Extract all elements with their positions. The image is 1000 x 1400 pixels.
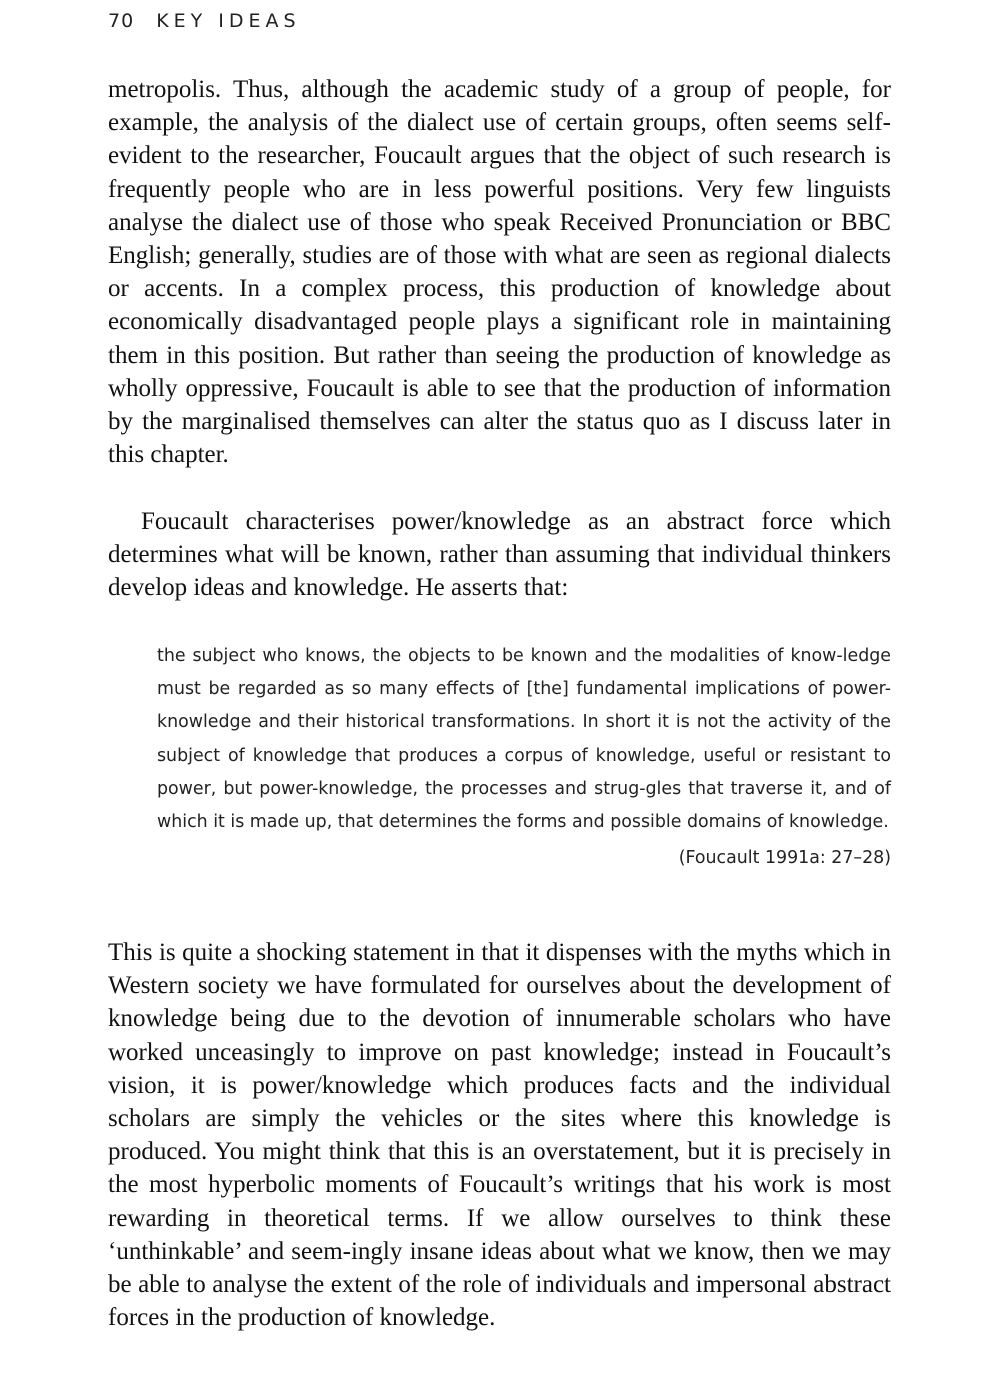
block-quote — [157, 640, 891, 873]
body-paragraph-3: This is quite a shocking statement in that it dispenses with the myths which in Western society we have formulated for ourselves about the development of knowledge being due to the devotion of innumerable scholars who have worked unceasingly to improve on past knowledge; instead in Foucault’s vision, it is power/knowledge which produces facts and the individual scholars are simply the vehicles or the sites where this knowledge is produced. You might think that this is an overstatement, but it is precisely in the most hyperbolic moments of Foucault’s writings that his work is most rewarding in theoretical terms. If we allow ourselves to think these ‘unthinkable’ and seem-ingly insane ideas about what we know, then we may be able to analyse the extent of the role of individuals and impersonal abstract forces in the production of knowledge. — [108, 939, 891, 1332]
body-paragraph-1: metropolis. Thus, although the academic study of a group of people, for example, the analysis of the dialect use of certain groups, often seems self-evident to the researcher, Foucault argues that the object of such research is frequently people who are in less powerful positions. Very few linguists analyse the dialect use of those who speak Received Pronunciation or BBC English; generally, studies are of those with what are seen as regional dialects or accents. In a complex process, this production of knowledge about economically disadvantaged people plays a significant role in maintaining them in this position. But rather than seeing the production of knowledge as wholly oppressive, Foucault is able to see that the production of information by the marginalised themselves can alter the status quo as I discuss later in this chapter. — [108, 76, 891, 469]
quote-citation: (Foucault 1991a: 27–28) — [678, 848, 891, 869]
body-paragraph-2: Foucault characterises power/knowledge as an abstract force which determines what will be known, rather than assuming that individual thinkers develop ideas and knowledge. He asserts that: — [108, 508, 891, 602]
page-number: 70 — [108, 10, 135, 32]
running-head — [108, 10, 301, 32]
section-title: KEY IDEAS — [156, 10, 301, 32]
quote-text: the subject who knows, the objects to be known and the modalities of know-ledge must be regarded as so many effects of [the] fundamental implications of power-knowledge and their historical transformations. In short it is not the activity of the subject of knowledge that produces a corpus of knowledge, useful or resistant to power, but power-knowledge, the processes and strug-gles that traverse it, and of which it is made up, that determines the forms and possible domains of knowledge. — [157, 646, 891, 833]
